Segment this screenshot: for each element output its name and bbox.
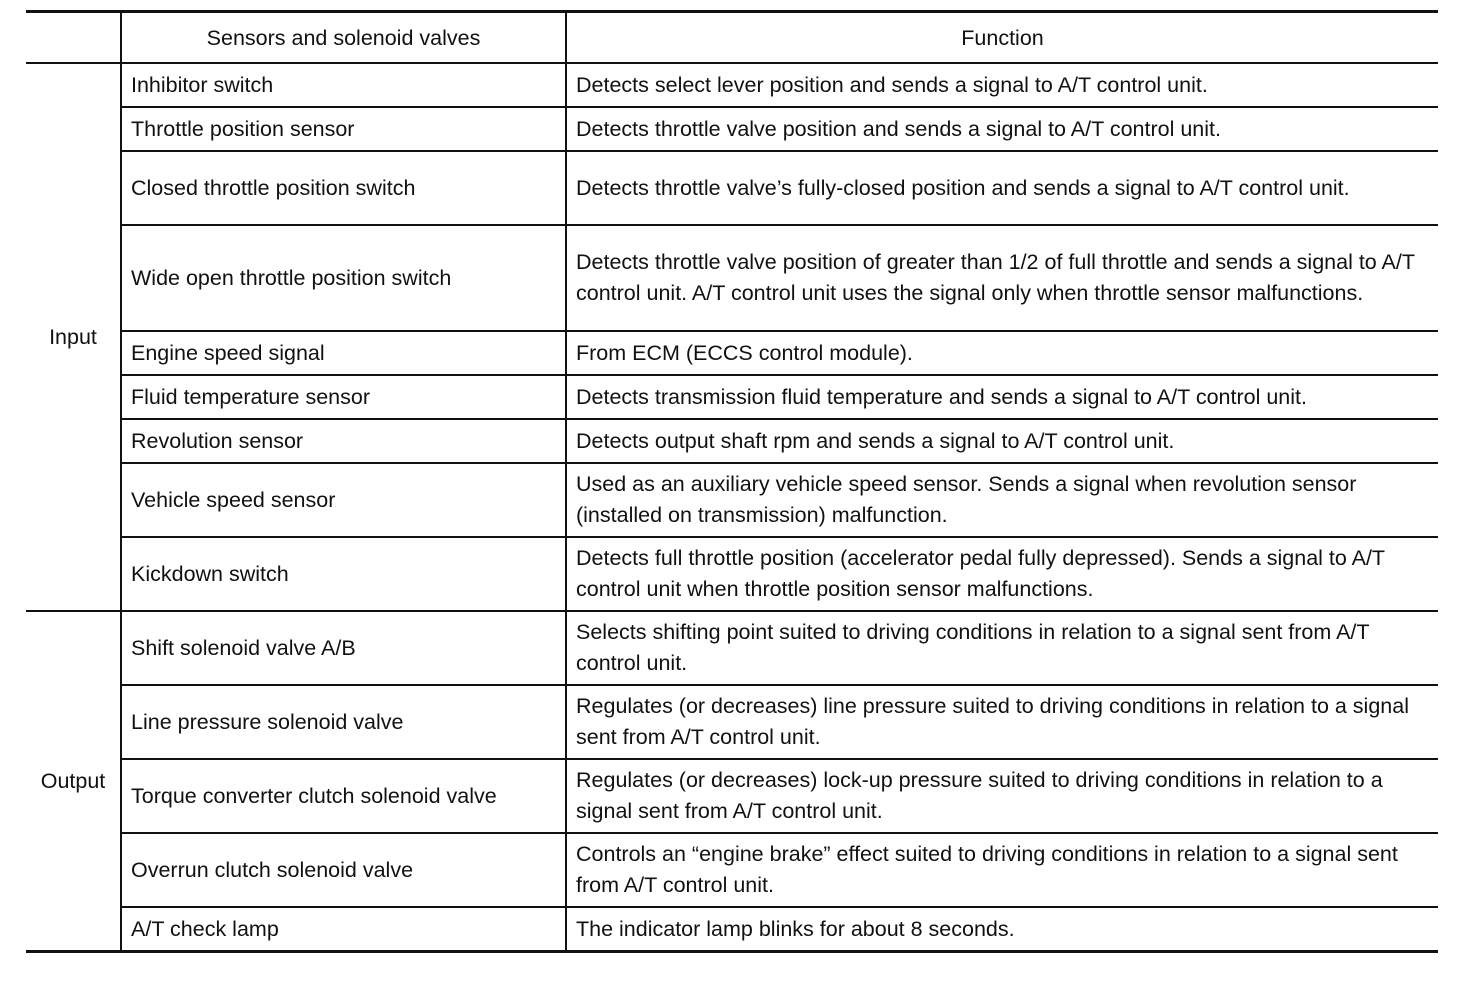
component-function: Regulates (or decreases) line pressure suited to driving conditions in relation to a signal sent from A/T control unit.	[566, 685, 1438, 759]
component-function: The indicator lamp blinks for about 8 seconds.	[566, 907, 1438, 952]
component-function: Detects throttle valve position of greater than 1/2 of full throttle and sends a signal to A/T control unit. A/T control unit uses the signal only when throttle sensor malfunctions.	[566, 225, 1438, 331]
component-name: Revolution sensor	[121, 419, 566, 463]
table-row	[26, 685, 1438, 759]
table-row	[26, 151, 1438, 225]
header-name: Sensors and solenoid valves	[121, 12, 566, 64]
table-row	[26, 331, 1438, 375]
table-row	[26, 833, 1438, 907]
component-name: Engine speed signal	[121, 331, 566, 375]
component-name: Kickdown switch	[121, 537, 566, 611]
component-function: Used as an auxiliary vehicle speed sensor. Sends a signal when revolution sensor (installed on transmission) malfunction.	[566, 463, 1438, 537]
component-name: Inhibitor switch	[121, 63, 566, 107]
component-name: Shift solenoid valve A/B	[121, 611, 566, 685]
component-name: Line pressure solenoid valve	[121, 685, 566, 759]
component-function: Controls an “engine brake” effect suited to driving conditions in relation to a signal sent from A/T control unit.	[566, 833, 1438, 907]
table-row	[26, 907, 1438, 952]
component-name: Torque converter clutch solenoid valve	[121, 759, 566, 833]
table-row	[26, 611, 1438, 685]
component-name: Closed throttle position switch	[121, 151, 566, 225]
table-row	[26, 63, 1438, 107]
table-row	[26, 225, 1438, 331]
table-row	[26, 419, 1438, 463]
header-row	[26, 12, 1438, 64]
table-row	[26, 463, 1438, 537]
table-row	[26, 375, 1438, 419]
component-name: Throttle position sensor	[121, 107, 566, 151]
group-label-output: Output	[26, 611, 121, 952]
group-label-input: Input	[26, 63, 121, 611]
header-function: Function	[566, 12, 1438, 64]
component-function: Detects output shaft rpm and sends a signal to A/T control unit.	[566, 419, 1438, 463]
component-function: From ECM (ECCS control module).	[566, 331, 1438, 375]
component-function: Detects transmission fluid temperature and sends a signal to A/T control unit.	[566, 375, 1438, 419]
component-function: Selects shifting point suited to driving conditions in relation to a signal sent from A/T control unit.	[566, 611, 1438, 685]
component-function: Regulates (or decreases) lock-up pressure suited to driving conditions in relation to a signal sent from A/T control unit.	[566, 759, 1438, 833]
component-name: Wide open throttle position switch	[121, 225, 566, 331]
component-function: Detects full throttle position (accelerator pedal fully depressed). Sends a signal to A/T control unit when throttle position sensor malfunctions.	[566, 537, 1438, 611]
sensors-function-table	[26, 10, 1438, 953]
header-group	[26, 12, 121, 64]
table-row	[26, 107, 1438, 151]
component-function: Detects select lever position and sends a signal to A/T control unit.	[566, 63, 1438, 107]
table-row	[26, 537, 1438, 611]
component-name: Vehicle speed sensor	[121, 463, 566, 537]
component-name: Fluid temperature sensor	[121, 375, 566, 419]
component-function: Detects throttle valve position and sends a signal to A/T control unit.	[566, 107, 1438, 151]
component-function: Detects throttle valve’s fully-closed position and sends a signal to A/T control unit.	[566, 151, 1438, 225]
component-name: Overrun clutch solenoid valve	[121, 833, 566, 907]
table-row	[26, 759, 1438, 833]
component-name: A/T check lamp	[121, 907, 566, 952]
